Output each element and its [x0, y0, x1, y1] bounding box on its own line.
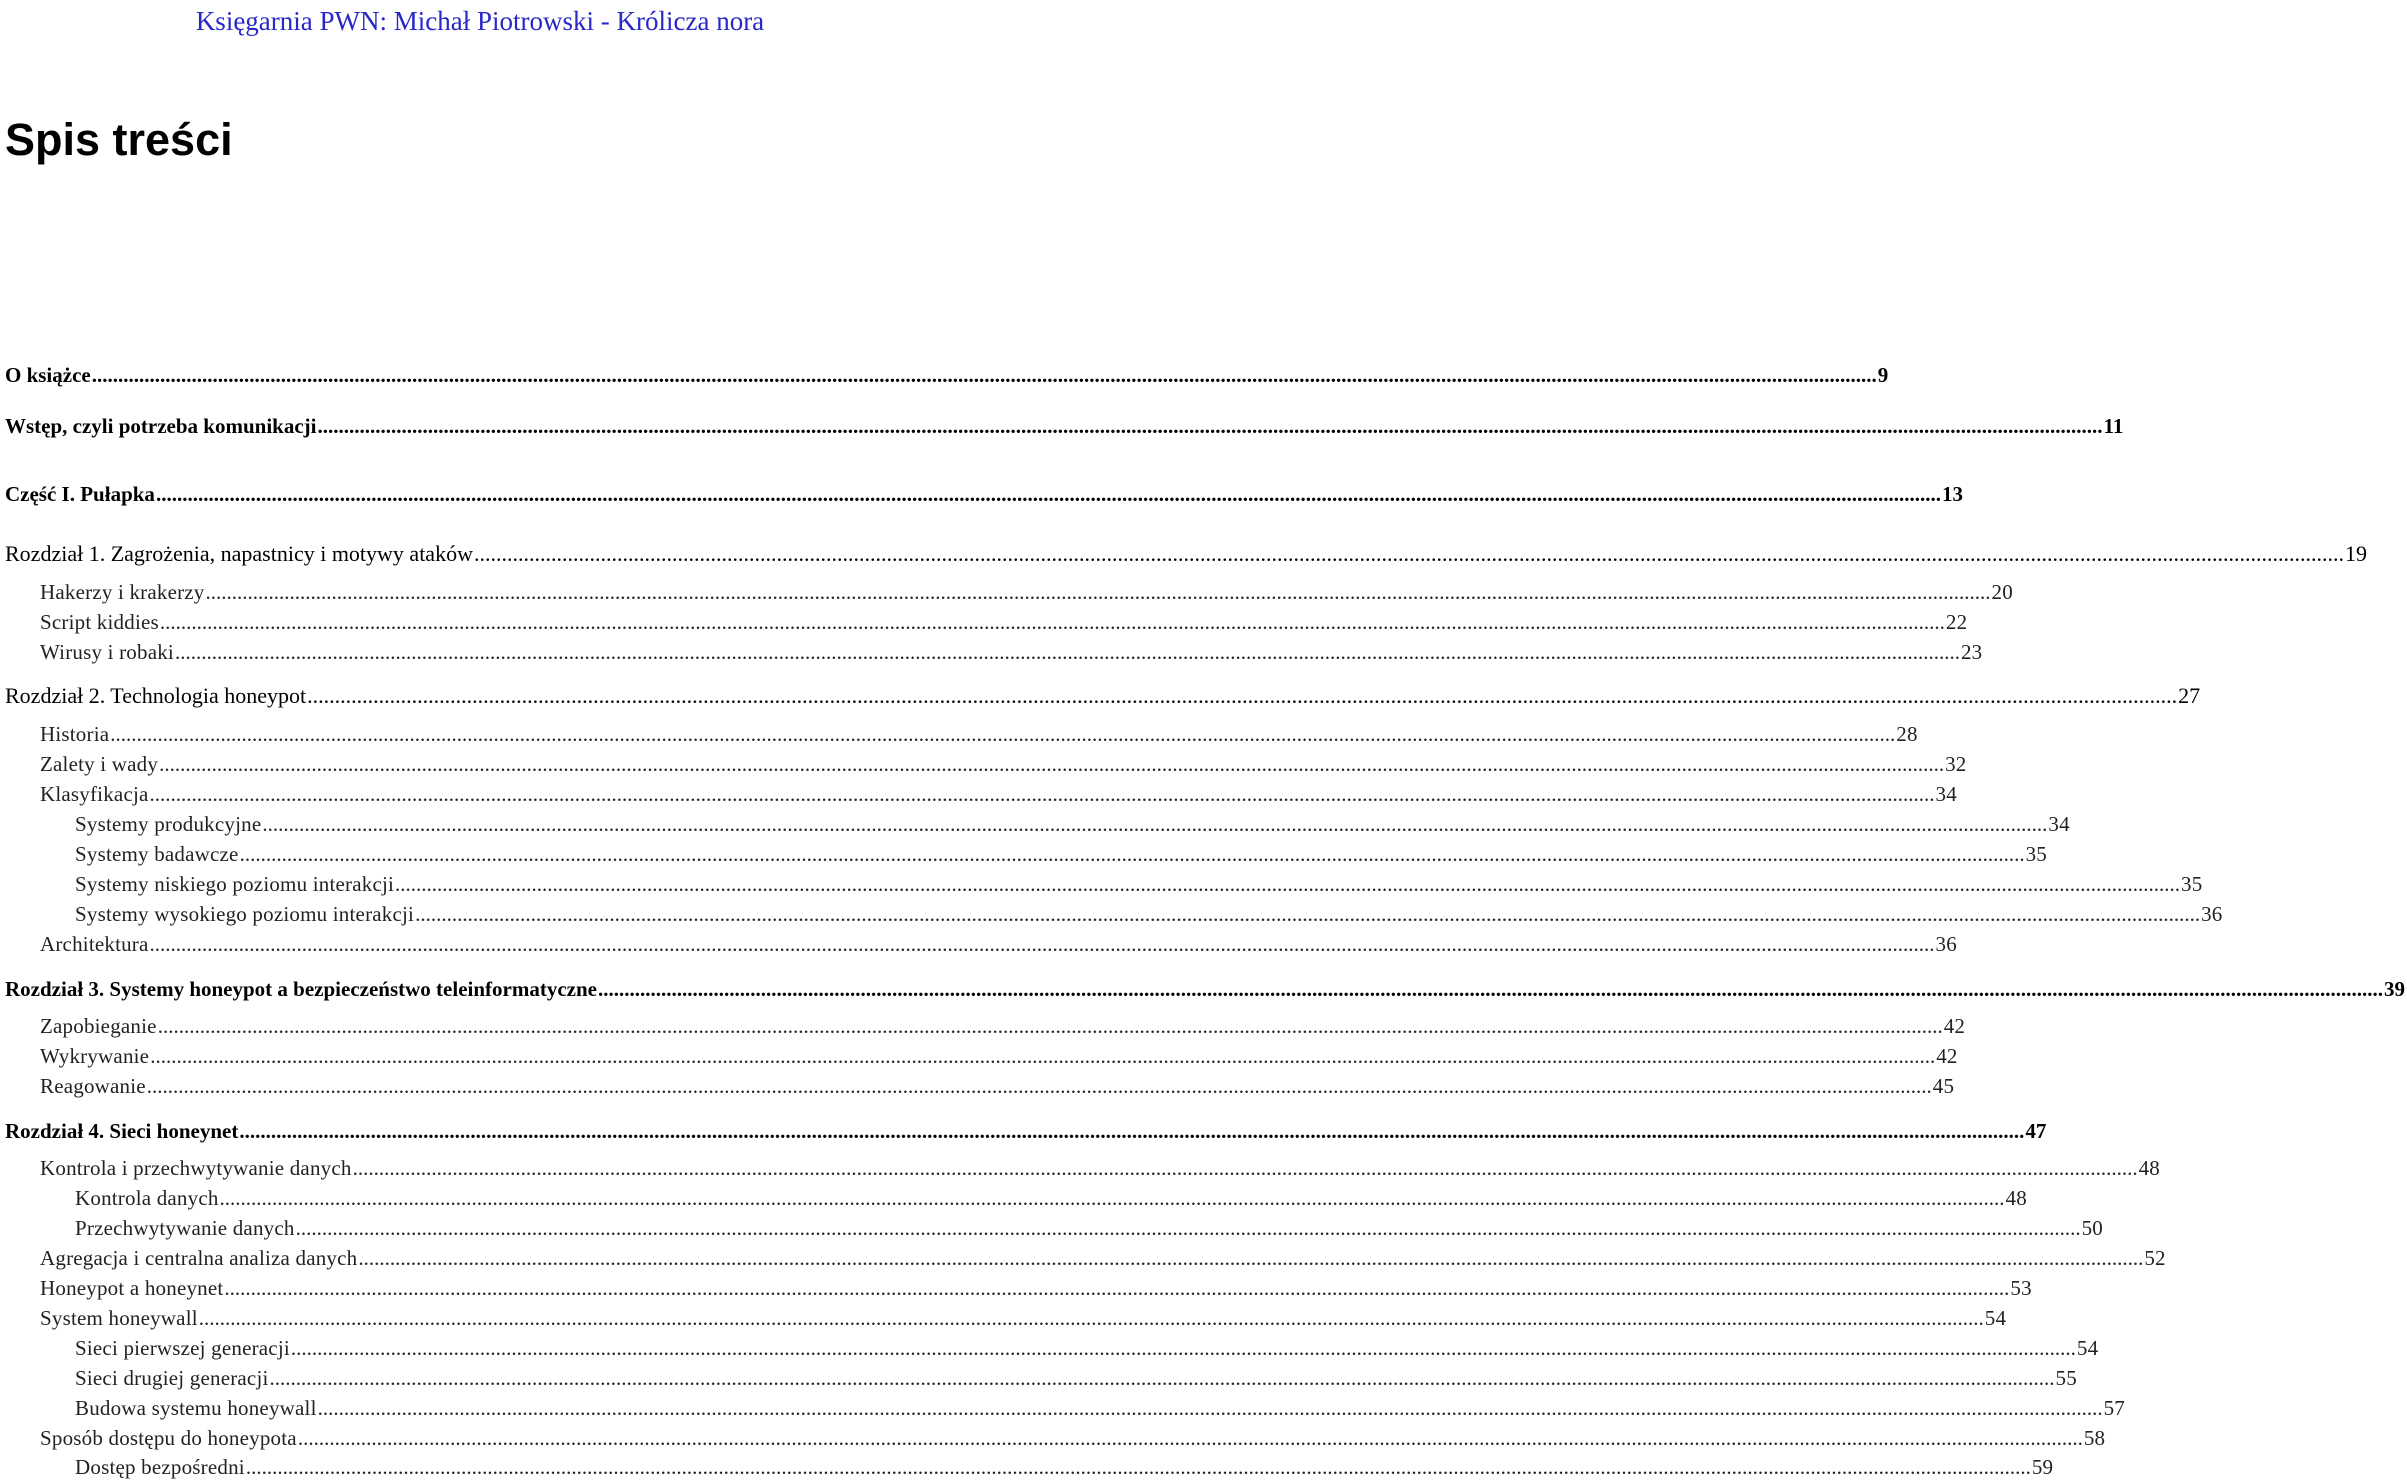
toc-entry-label: Wirusy i robaki: [40, 640, 174, 664]
toc-entry-label: Klasyfikacja: [40, 782, 149, 806]
toc-page-number: 57: [2103, 1396, 2126, 1420]
toc-dot-leader: ....................................................................................................................................................................................................................................................................................................................................................: [224, 1276, 2010, 1300]
toc-entry-label: Zapobieganie: [40, 1014, 157, 1038]
toc-entry-label: Wykrywanie: [40, 1044, 150, 1068]
toc-dot-leader: ....................................................................................................................................................................................................................................................................................................................................................: [262, 812, 2048, 836]
toc-entry-label: Hakerzy i krakerzy: [40, 580, 205, 604]
toc-entry-kontrola-i-przechwytywanie[interactable]: [0, 1154, 2160, 1182]
toc-entry-label: Rozdział 2. Technologia honeypot: [5, 683, 307, 708]
toc-page-number: 53: [2010, 1276, 2032, 1300]
toc-entry-label: Przechwytywanie danych: [75, 1216, 295, 1240]
toc-dot-leader: ....................................................................................................................................................................................................................................................................................................................................................: [159, 610, 1945, 634]
toc-entry-label: Część I. Pułapka: [5, 482, 155, 506]
toc-entry-czesc-i[interactable]: [0, 480, 1963, 508]
toc-entry-rozdzial-1[interactable]: [0, 540, 2367, 568]
toc-entry-label: Rozdział 1. Zagrożenia, napastnicy i motywy ataków: [5, 541, 473, 566]
toc-entry-system-honeywall[interactable]: [0, 1304, 2007, 1332]
toc-entry-label: Reagowanie: [40, 1074, 146, 1098]
toc-page-number: 32: [1945, 752, 1967, 776]
toc-dot-leader: ....................................................................................................................................................................................................................................................................................................................................................: [269, 1366, 2055, 1390]
toc-page-number: 19: [2344, 541, 2367, 566]
toc-entry-przechwytywanie-danych[interactable]: [0, 1214, 2103, 1242]
toc-entry-label: Sieci pierwszej generacji: [75, 1336, 290, 1360]
toc-dot-leader: ....................................................................................................................................................................................................................................................................................................................................................: [297, 1426, 2083, 1450]
toc-entry-label: Systemy wysokiego poziomu interakcji: [75, 902, 415, 926]
toc-dot-leader: ....................................................................................................................................................................................................................................................................................................................................................: [149, 932, 1935, 956]
toc-page-number: 34: [1935, 782, 1957, 806]
toc-entry-zalety[interactable]: [0, 750, 1967, 778]
toc-page-number: 36: [1935, 932, 1957, 956]
toc-dot-leader: ....................................................................................................................................................................................................................................................................................................................................................: [395, 872, 2181, 896]
toc-entry-dostep-bezposredni[interactable]: [0, 1453, 2054, 1481]
toc-dot-leader: ....................................................................................................................................................................................................................................................................................................................................................: [358, 1246, 2144, 1270]
toc-entry-kontrola-danych[interactable]: [0, 1184, 2027, 1212]
toc-entry-sieci-drugiej[interactable]: [0, 1364, 2077, 1392]
toc-dot-leader: ....................................................................................................................................................................................................................................................................................................................................................: [198, 1306, 1984, 1330]
toc-dot-leader: ....................................................................................................................................................................................................................................................................................................................................................: [597, 977, 2383, 1001]
toc-entry-label: Rozdział 4. Sieci honeynet: [5, 1119, 239, 1143]
toc-page-number: 47: [2025, 1119, 2047, 1143]
toc-dot-leader: ....................................................................................................................................................................................................................................................................................................................................................: [239, 1119, 2025, 1143]
toc-entry-historia[interactable]: [0, 720, 1918, 748]
toc-entry-label: Dostęp bezpośredni: [75, 1455, 245, 1479]
toc-page-number: 52: [2144, 1246, 2166, 1270]
toc-entry-label: Architektura: [40, 932, 149, 956]
toc-page-number: 59: [2031, 1455, 2054, 1479]
toc-dot-leader: ....................................................................................................................................................................................................................................................................................................................................................: [317, 1396, 2103, 1420]
toc-entry-o-ksiazce[interactable]: [0, 361, 1889, 389]
toc-dot-leader: ....................................................................................................................................................................................................................................................................................................................................................: [205, 580, 1991, 604]
toc-page-number: 36: [2201, 902, 2223, 926]
toc-entry-rozdzial-3[interactable]: [0, 975, 2405, 1003]
toc-entry-label: Script kiddies: [40, 610, 159, 634]
toc-entry-label: O książce: [5, 363, 91, 387]
toc-entry-klasyfikacja[interactable]: [0, 780, 1957, 808]
toc-entry-label: Budowa systemu honeywall: [75, 1396, 317, 1420]
toc-page-number: 54: [2076, 1336, 2099, 1360]
toc-entry-label: Honeypot a honeynet: [40, 1276, 224, 1300]
toc-entry-rozdzial-4[interactable]: [0, 1117, 2047, 1145]
toc-page-number: 35: [2025, 842, 2047, 866]
toc-dot-leader: ....................................................................................................................................................................................................................................................................................................................................................: [352, 1156, 2138, 1180]
toc-dot-leader: ....................................................................................................................................................................................................................................................................................................................................................: [146, 1074, 1932, 1098]
toc-entry-honeypot-a-honeynet[interactable]: [0, 1274, 2032, 1302]
toc-dot-leader: ....................................................................................................................................................................................................................................................................................................................................................: [239, 842, 2025, 866]
toc-entry-architektura[interactable]: [0, 930, 1957, 958]
toc-entry-sposob-dostepu[interactable]: [0, 1424, 2106, 1452]
toc-entry-wirusy[interactable]: [0, 638, 1983, 666]
toc-page-number: 13: [1941, 482, 1963, 506]
toc-entry-label: Systemy badawcze: [75, 842, 239, 866]
toc-entry-systemy-wysokiego[interactable]: [0, 900, 2223, 928]
toc-entry-label: Historia: [40, 722, 110, 746]
toc-page-number: 9: [1877, 363, 1889, 387]
toc-entry-agregacja[interactable]: [0, 1244, 2166, 1272]
toc-dot-leader: ....................................................................................................................................................................................................................................................................................................................................................: [317, 414, 2103, 438]
toc-dot-leader: ....................................................................................................................................................................................................................................................................................................................................................: [174, 640, 1960, 664]
bookstore-header-link[interactable]: Księgarnia PWN: Michał Piotrowski - Królicza nora: [195, 6, 765, 36]
toc-entry-budowa-honeywall[interactable]: [0, 1394, 2126, 1422]
toc-dot-leader: ....................................................................................................................................................................................................................................................................................................................................................: [290, 1336, 2076, 1360]
toc-entry-label: Kontrola danych: [75, 1186, 219, 1210]
toc-entry-label: Sposób dostępu do honeypota: [40, 1426, 297, 1450]
toc-dot-leader: ....................................................................................................................................................................................................................................................................................................................................................: [159, 752, 1945, 776]
toc-entry-label: Zalety i wady: [40, 752, 159, 776]
toc-dot-leader: ....................................................................................................................................................................................................................................................................................................................................................: [415, 902, 2201, 926]
toc-page-number: 55: [2055, 1366, 2077, 1390]
toc-entry-rozdzial-2[interactable]: [0, 682, 2201, 710]
toc-entry-label: Systemy produkcyjne: [75, 812, 262, 836]
toc-page-number: 58: [2083, 1426, 2106, 1450]
toc-page-number: 50: [2081, 1216, 2103, 1240]
toc-page-number: 45: [1932, 1074, 1955, 1098]
toc-entry-wykrywanie[interactable]: [0, 1042, 1958, 1070]
toc-dot-leader: ....................................................................................................................................................................................................................................................................................................................................................: [245, 1455, 2031, 1479]
toc-page-number: 39: [2383, 977, 2405, 1001]
toc-entry-label: System honeywall: [40, 1306, 198, 1330]
page-title: Spis treści: [5, 114, 233, 165]
toc-page-number: 34: [2048, 812, 2070, 836]
toc-entry-sieci-pierwszej[interactable]: [0, 1334, 2099, 1362]
toc-dot-leader: ....................................................................................................................................................................................................................................................................................................................................................: [149, 782, 1935, 806]
toc-entry-label: Agregacja i centralna analiza danych: [40, 1246, 358, 1270]
toc-dot-leader: ....................................................................................................................................................................................................................................................................................................................................................: [110, 722, 1896, 746]
toc-entry-systemy-produkcyjne[interactable]: [0, 810, 2070, 838]
toc-dot-leader: ....................................................................................................................................................................................................................................................................................................................................................: [307, 683, 2178, 708]
toc-page-number: 11: [2103, 414, 2124, 438]
toc-entry-label: Sieci drugiej generacji: [75, 1366, 269, 1390]
toc-dot-leader: ....................................................................................................................................................................................................................................................................................................................................................: [150, 1044, 1936, 1068]
toc-entry-label: Systemy niskiego poziomu interakcji: [75, 872, 395, 896]
toc-page-number: 22: [1945, 610, 1968, 634]
toc-page-number: 23: [1960, 640, 1983, 664]
toc-page-number: 35: [2181, 872, 2203, 896]
toc-page-number: 20: [1991, 580, 2013, 604]
toc-dot-leader: ....................................................................................................................................................................................................................................................................................................................................................: [157, 1014, 1943, 1038]
toc-dot-leader: ....................................................................................................................................................................................................................................................................................................................................................: [91, 363, 1877, 387]
toc-entry-systemy-niskiego[interactable]: [0, 870, 2203, 898]
toc-page-number: 54: [1984, 1306, 2007, 1330]
toc-dot-leader: ....................................................................................................................................................................................................................................................................................................................................................: [473, 541, 2344, 566]
toc-dot-leader: ....................................................................................................................................................................................................................................................................................................................................................: [155, 482, 1941, 506]
toc-page-number: 42: [1936, 1044, 1958, 1068]
toc-entry-reagowanie[interactable]: [0, 1072, 1955, 1100]
toc-entry-script-kiddies[interactable]: [0, 608, 1968, 636]
toc-page-number: 27: [2178, 683, 2201, 708]
toc-entry-zapobieganie[interactable]: [0, 1012, 1966, 1040]
toc-entry-hakerzy[interactable]: [0, 578, 2013, 606]
toc-page-number: 48: [2005, 1186, 2027, 1210]
toc-entry-systemy-badawcze[interactable]: [0, 840, 2047, 868]
toc-dot-leader: ....................................................................................................................................................................................................................................................................................................................................................: [219, 1186, 2005, 1210]
toc-page-number: 42: [1943, 1014, 1966, 1038]
toc-page-number: 28: [1896, 722, 1918, 746]
toc-entry-label: Kontrola i przechwytywanie danych: [40, 1156, 352, 1180]
toc-entry-label: Rozdział 3. Systemy honeypot a bezpieczeństwo teleinformatyczne: [5, 977, 597, 1001]
toc-page-number: 48: [2138, 1156, 2160, 1180]
toc-entry-wstep[interactable]: [0, 412, 2124, 440]
toc-entry-label: Wstęp, czyli potrzeba komunikacji: [5, 414, 317, 438]
toc-dot-leader: ....................................................................................................................................................................................................................................................................................................................................................: [295, 1216, 2081, 1240]
